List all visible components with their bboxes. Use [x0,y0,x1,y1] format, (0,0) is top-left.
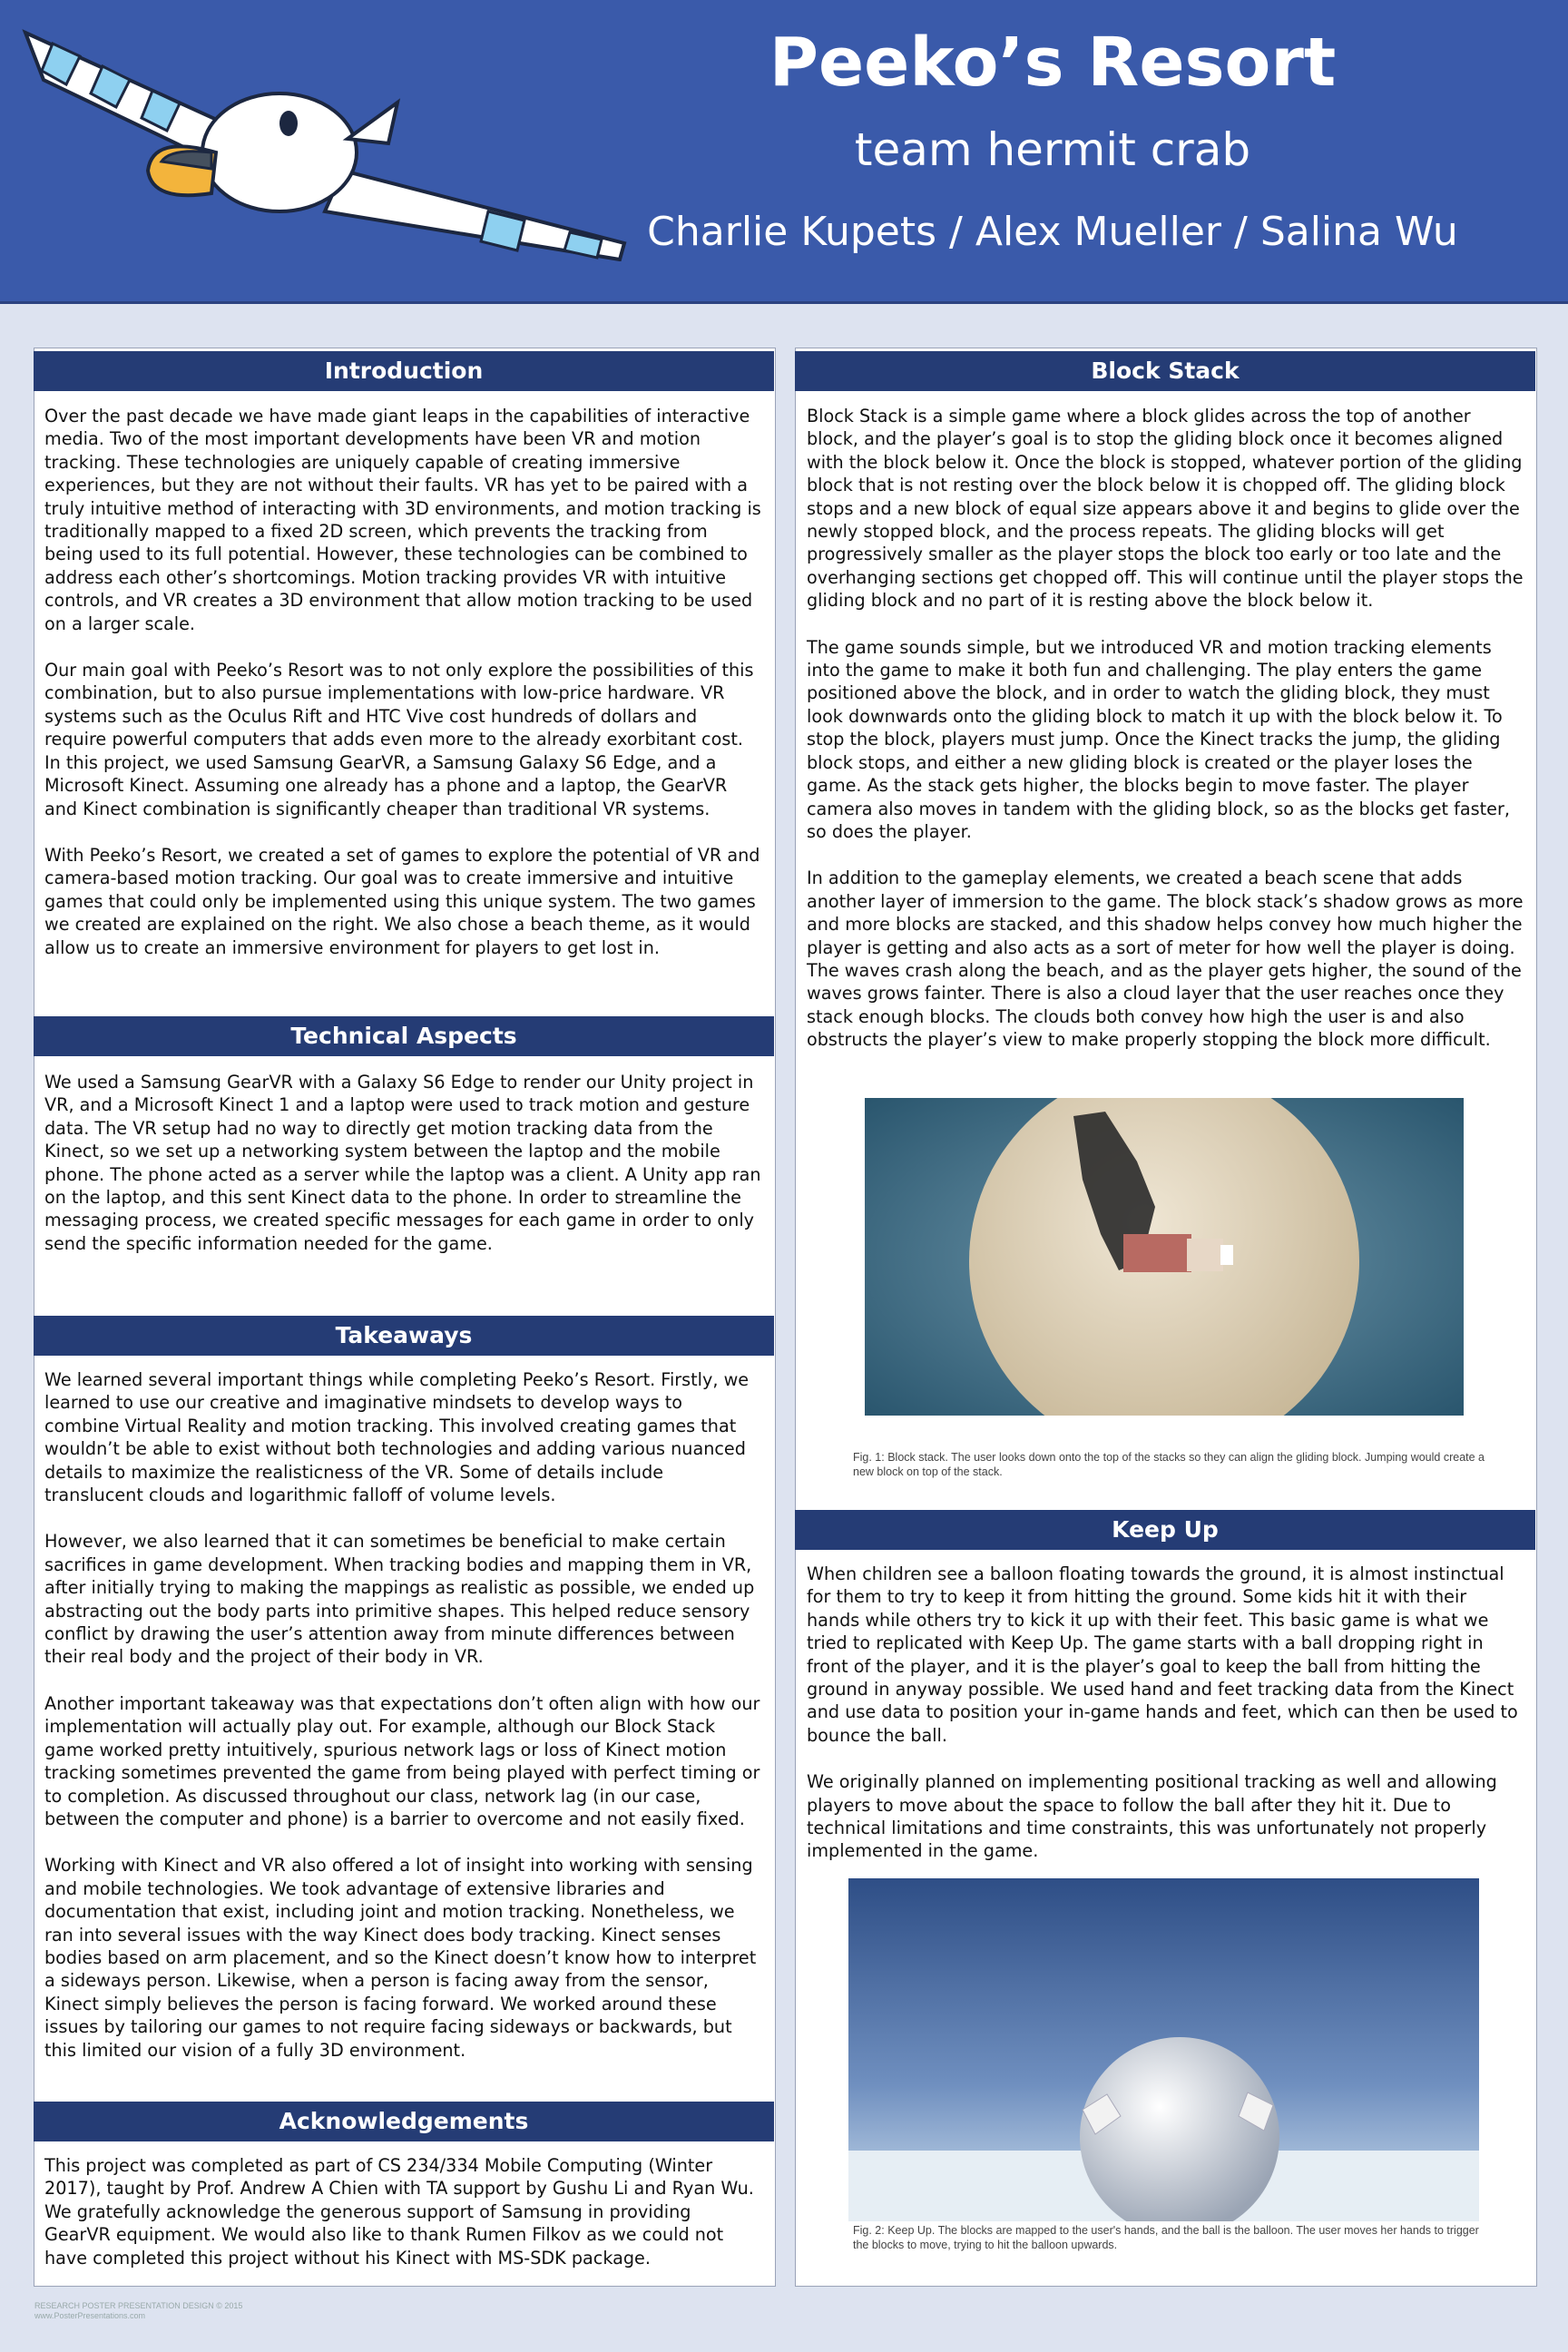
technical-aspects-heading: Technical Aspects [34,1016,774,1056]
introduction-paragraph: Our main goal with Peeko’s Resort was to not only explore the possibilities of this combination, but to also pursue implementations with low-price hardware. VR systems such as the Oculus Rift and HTC Vive cost hundreds of dollars and require powerful computers that adds even more to the already exorbitant cost. In this project, we used Samsung GearVR, a Samsung Galaxy S6 Edge, and a Microsoft Kinect. Assuming one already has a phone and a laptop, the GearVR and Kinect combination is significantly cheaper than traditional VR systems. [44,660,754,819]
credit-line: RESEARCH POSTER PRESENTATION DESIGN © 2015 [34,2301,243,2310]
figure-2-caption: Fig. 2: Keep Up. The blocks are mapped to the user's hands, and the ball is the balloon. The user moves her hands to trigger the blocks to move, trying to hit the balloon upwards. [853,2224,1479,2251]
team-name: team hermit crab [854,123,1251,176]
poster-title: Peeko’s Resort [769,24,1337,102]
takeaways-body [44,1368,761,2085]
introduction-paragraph: Over the past decade we have made giant leaps in the capabilities of interactive media. Two of the most important developments have been VR and motion tracking. These technologies are uniquely capable of creating immersive experiences, but they are not without their faults. VR has yet to be paired with a truly intuitive method of interacting with 3D environments, and motion tracking is traditionally mapped to a fixed 2D screen, which prevents the tracking from being used to its full potential. However, these technologies can be combined to address each other’s shortcomings. Motion tracking provides VR with intuitive controls, and VR creates a 3D environment that allow motion tracking to be used on a larger scale. [44,406,761,634]
keep-up-screenshot [848,1878,1479,2221]
takeaways-paragraph: Working with Kinect and VR also offered a lot of insight into working with sensing and mobile technologies. We took advantage of extensive libraries and documentation that exist, including joint and motion tracking. Nonetheless, we ran into several issues with the way Kinect does body tracking. Kinect senses bodies based on arm placement, and so the Kinect doesn’t know how to interpret a sideways person. Likewise, when a person is facing away from the sensor, Kinect simply believes the person is facing forward. We worked around these issues by tailoring our games to not require facing sideways or backwards, but this limited our vision of a fully 3D environment. [44,1855,757,2061]
poster-template-credit [34,2301,242,2321]
block-stack-body [807,405,1524,1075]
technical-paragraph: We used a Samsung GearVR with a Galaxy S6 Edge to render our Unity project in VR, and a Microsoft Kinect 1 and a laptop were used to track motion and gesture data. The VR setup had no way to directly get motion tracking data from the Kinect, so we set up a networking system between the laptop and the mobile phone. The phone acted as a server while the laptop was a client. A Unity app ran on the laptop, and this sent Kinect data to the phone. In order to streamline the messaging process, we created specific messages for each game in order to only send the specific information needed for the game. [44,1072,761,1254]
block-stack-screenshot [865,1098,1464,1416]
keep-up-heading: Keep Up [795,1510,1535,1550]
poster-header [0,0,1568,304]
introduction-body [44,405,761,983]
credit-url: www.PosterPresentations.com [34,2311,146,2320]
introduction-paragraph: With Peeko’s Resort, we created a set of games to explore the potential of VR and camera-based motion tracking. Our goal was to create immersive and intuitive games that could only be implemented using this unique system. The two games we created are explained on the right. We also chose a beach theme, as it would allow us to create an immersive environment for players to get lost in. [44,844,760,958]
takeaways-paragraph: However, we also learned that it can sometimes be beneficial to make certain sacrifices in game development. When tracking bodies and mapping them in VR, after initially trying to making the mappings as realistic as possible, we ended up abstracting out the body parts into primitive shapes. This helped reduce sensory conflict by drawing the user’s attention away from minute differences between their real body and the project of their body in VR. [44,1531,755,1668]
technical-aspects-body [44,1071,761,1279]
block-stack-paragraph: In addition to the gameplay elements, we created a beach scene that adds another layer of immersion to the game. The block stack’s shadow grows as more and more blocks are stacked, and this shadow helps convey how much higher the player is getting and also acts as a sort of meter for how well the player is doing. The waves crash along the beach, and as the player gets higher, the sound of the waves grows fainter. There is also a cloud layer that the user reaches once they stack enough blocks. The clouds both convey how high the user is and also obstructs the player’s view to make properly stopping the block more difficult. [807,867,1524,1051]
keep-up-paragraph: We originally planned on implementing positional tracking as well and allowing players to move about the space to follow the ball after they hit it. Due to technical limitations and time constraints, this was unfortunately not properly implemented in the game. [807,1771,1497,1862]
takeaways-heading: Takeaways [34,1316,774,1356]
keep-up-paragraph: When children see a balloon floating towards the ground, it is almost instinctual for them to try to keep it from hitting the ground. Some kids hit it with their hands while others try to kick it up with their feet. This basic game is what we tried to replicated with Keep Up. The game starts with a ball dropping right in front of the player, and it is the player’s goal to keep the ball from hitting the ground in anyway possible. We used hand and feet tracking data from the Kinect and use data to position your in-game hands and feet, which can then be used to bounce the ball. [807,1563,1518,1746]
acknowledgements-heading: Acknowledgements [34,2102,774,2141]
keep-up-body [807,1563,1524,1886]
introduction-heading: Introduction [34,351,774,391]
block-stack-paragraph: Block Stack is a simple game where a block glides across the top of another block, and the player’s goal is to stop the gliding block once it becomes aligned with the block below it. Once the block is stopped, whatever portion of the gliding block that is not resting over the block below it is chopped off. The gliding block stops and a new block of equal size appears above it and begins to glide over the newly stopped block, and the process repeats. The gliding blocks will get progressively smaller as the player stops the block too early or too late and the overhanging sections get chopped off. This will continue until the player stops the gliding block and no part of it is resting above the block below it. [807,406,1524,612]
block-stack-paragraph: The game sounds simple, but we introduced VR and motion tracking elements into the game to make it both fun and challenging. The play enters the game positioned above the block, and in order to watch the gliding block, they must look downwards onto the gliding block to match it up with the block below it. To stop the block, players must jump. Once the Kinect tracks the jump, the gliding block stops, and either a new gliding block is created or the player loses the game. As the stack gets higher, the blocks begin to move faster. The player camera also moves in tandem with the gliding block, so as the blocks get faster, so does the player. [807,636,1510,842]
authors: Charlie Kupets / Alex Mueller / Salina Wu [647,209,1458,255]
block-stack-heading: Block Stack [795,351,1535,391]
figure-1-caption: Fig. 1: Block stack. The user looks down onto the top of the stacks so they can align the gliding block. Jumping would create a new block on top of the stack. [853,1451,1485,1478]
takeaways-paragraph: We learned several important things while completing Peeko’s Resort. Firstly, we learned to use our creative and imaginative mindsets to develop ways to combine Virtual Reality and motion tracking. This involved creating games that wouldn’t be able to exist without both technologies and adding various nuanced details to maximize the realisticness of the VR. Some of details include translucent clouds and logarithmic falloff of volume levels. [44,1369,750,1506]
takeaways-paragraph: Another important takeaway was that expectations don’t often align with how our implementation will actually play out. For example, although our Block Stack game worked pretty intuitively, spurious network lags or loss of Kinect motion tracking sometimes prevented the game from being played with perfect timing or to completion. As discussed throughout our class, network lag (in our case, between the computer and phone) is a barrier to overcome and not easily fixed. [44,1692,760,1829]
acknowledgements-body [44,2154,761,2293]
acknowledgements-paragraph: This project was completed as part of CS 234/334 Mobile Computing (Winter 2017), taught by Prof. Andrew A Chien with TA support by Gushu Li and Ryan Wu. We gratefully acknowledge the generous support of Samsung in providing GearVR equipment. We would also like to thank Rumen Filkov as we could not have completed this project without his Kinect with MS-SDK package. [44,2155,754,2269]
